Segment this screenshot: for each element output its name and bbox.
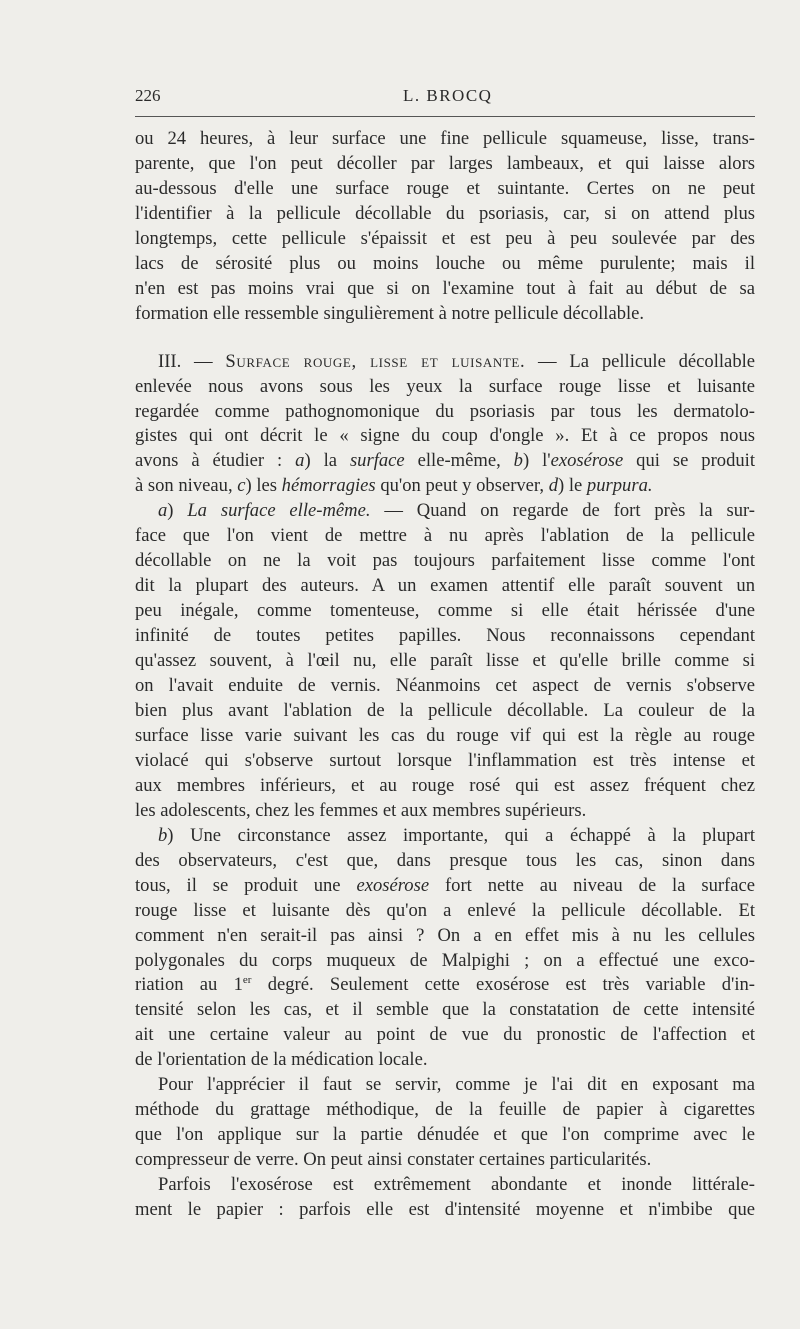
italic-term: exosérose — [356, 874, 430, 896]
paragraph-1 — [135, 127, 755, 327]
text-line: formation elle ressemble singulièrement à notre pellicule décollable. — [135, 302, 645, 324]
header-rule — [135, 116, 755, 117]
text-line: décollable on ne la voit pas toujours parfaitement lisse comme l'ont — [135, 550, 755, 572]
italic-term: exosérose — [550, 450, 624, 472]
text-span: qui se produit — [623, 450, 756, 472]
text-span: fort nette au niveau de la surface — [429, 874, 756, 896]
text-line: enlevée nous avons sous les yeux la surface rouge lisse et luisante — [135, 375, 755, 397]
text-line: compresseur de verre. On peut ainsi constater certaines particularités. — [135, 1149, 652, 1171]
text-line: bien plus avant l'ablation de la pellicule décollable. La couleur de la — [135, 699, 755, 721]
text-line: infinité de toutes petites papilles. Nous reconnaissons cependant — [135, 625, 755, 647]
text-line: Parfois l'exosérose est extrêmement abondante et inonde littérale- — [158, 1174, 755, 1196]
text-line: comment n'en serait-il pas ainsi ? On a en effet mis à nu les cellules — [135, 924, 755, 946]
text-line: polygonales du corps muqueux de Malpighi ; on a effectué une exco- — [135, 949, 755, 971]
subsection-title: La surface elle-même. — [187, 500, 371, 522]
text-line: surface lisse varie suivant les cas du rouge vif qui est la règle au rouge — [135, 724, 755, 746]
text-line: parente, que l'on peut décoller par larges lambeaux, et qui laisse alors — [135, 152, 755, 174]
text-line: violacé qui s'observe surtout lorsque l'inflammation est très intense et — [135, 749, 755, 771]
paragraph-5 — [135, 1073, 755, 1173]
paragraph-6 — [135, 1173, 755, 1223]
text-span: degré. Seulement cette exosérose est très variable d'in- — [251, 974, 755, 996]
text-span: — — [370, 500, 417, 522]
text-line — [135, 824, 755, 849]
text-line — [135, 449, 755, 474]
text-span: riation au 1 — [135, 974, 243, 996]
enum-label: d — [548, 475, 558, 497]
text-line: qu'assez souvent, à l'œil nu, elle paraît lisse et qu'elle brille comme si — [135, 650, 755, 672]
text-line — [135, 474, 755, 499]
text-line: ait une certaine valeur au point de vue du pronostic de l'affection et — [135, 1024, 755, 1046]
subsection-heading-line — [135, 499, 755, 524]
text-line: dit la plupart des auteurs. A un examen attentif elle paraît souvent un — [135, 575, 755, 597]
page-number: 226 — [135, 86, 161, 105]
text-span: elle-même, — [404, 450, 514, 472]
text-line: aux membres inférieurs, et au rouge rosé qui est assez fréquent chez — [135, 774, 755, 796]
text-line: rouge lisse et luisante dès qu'on a enlevé la pellicule décollable. Et — [135, 899, 755, 921]
enum-label: b — [513, 450, 523, 472]
text-span: ) le — [557, 475, 587, 497]
text-line: face que l'on vient de mettre à nu après l'ablation de la pellicule — [135, 525, 755, 547]
italic-term: purpura. — [586, 475, 653, 497]
section-iii — [135, 350, 755, 500]
text-span: Quand on regarde de fort près la sur- — [416, 500, 755, 522]
text-line — [135, 973, 755, 998]
running-head: L. BROCQ — [403, 86, 493, 105]
italic-term: surface — [349, 450, 405, 472]
text-span: ) — [167, 500, 188, 522]
text-line: méthode du grattage méthodique, de la feuille de papier à cigarettes — [135, 1099, 755, 1121]
superscript: er — [242, 974, 252, 987]
body-text — [135, 127, 755, 1223]
text-line: gistes qui ont décrit le « signe du coup d'ongle ». Et à ce propos nous — [135, 425, 755, 447]
text-span: ) les — [245, 475, 282, 497]
text-span: ) l' — [522, 450, 551, 472]
text-line: n'en est pas moins vrai que si on l'examine tout à fait au début de sa — [135, 277, 755, 299]
text-span: ) la — [304, 450, 350, 472]
text-line: des observateurs, c'est que, dans presque tous les cas, sinon dans — [135, 849, 755, 871]
text-line: tensité selon les cas, et il semble que la constatation de cette intensité — [135, 999, 755, 1021]
text-line: l'identifier à la pellicule décollable du psoriasis, car, si on attend plus — [135, 202, 755, 224]
text-line — [135, 874, 755, 899]
text-span: ) Une circonstance assez importante, qui a échappé à la plupart — [167, 824, 755, 846]
subsection-a — [135, 499, 755, 823]
text-line: ou 24 heures, à leur surface une fine pellicule squameuse, lisse, trans- — [135, 128, 755, 149]
text-span: qu'on peut y observer, — [375, 475, 549, 497]
text-line: les adolescents, chez les femmes et aux membres supérieurs. — [135, 799, 587, 821]
enum-label: a — [295, 450, 305, 472]
enum-label: b — [158, 824, 168, 846]
text-line: regardée comme pathognomonique du psoriasis par tous les dermatolo- — [135, 400, 755, 422]
text-line: on l'avait enduite de vernis. Néanmoins cet aspect de vernis s'observe — [135, 675, 755, 697]
text-line: peu inégale, comme tomenteuse, comme si elle était hérissée d'une — [135, 600, 755, 622]
text-line: que l'on applique sur la partie dénudée et que l'on comprime avec le — [135, 1124, 755, 1146]
subsection-b — [135, 824, 755, 1074]
text-line: ment le papier : parfois elle est d'intensité moyenne et n'imbibe que — [135, 1199, 755, 1221]
text-line: au-dessous d'elle une surface rouge et suintante. Certes on ne peut — [135, 177, 755, 199]
enum-label: a — [158, 500, 168, 522]
text-line: longtemps, cette pellicule s'épaissit et est peu à peu soulevée par des — [135, 227, 755, 249]
text-line: lacs de sérosité plus ou moins louche ou même purulente; mais il — [135, 252, 755, 274]
text-line: de l'orientation de la médication locale. — [135, 1049, 428, 1071]
section-number: III. — [158, 350, 182, 372]
enum-label: c — [237, 475, 246, 497]
italic-term: hémorragies — [281, 475, 376, 497]
section-title: Surface rouge, lisse et luisante. — [225, 350, 526, 372]
text-span: tous, il se produit une — [135, 874, 357, 896]
text-line: Pour l'apprécier il faut se servir, comme je l'ai dit en exposant ma — [158, 1074, 755, 1096]
text-span: avons à étudier : — [135, 450, 296, 472]
section-heading-line: III. — Surface rouge, lisse et luisante. — La pellicule décollable — [158, 350, 756, 372]
page-header — [135, 86, 755, 112]
text-span: La pellicule décollable — [569, 350, 756, 372]
text-span: à son niveau, — [135, 475, 238, 497]
